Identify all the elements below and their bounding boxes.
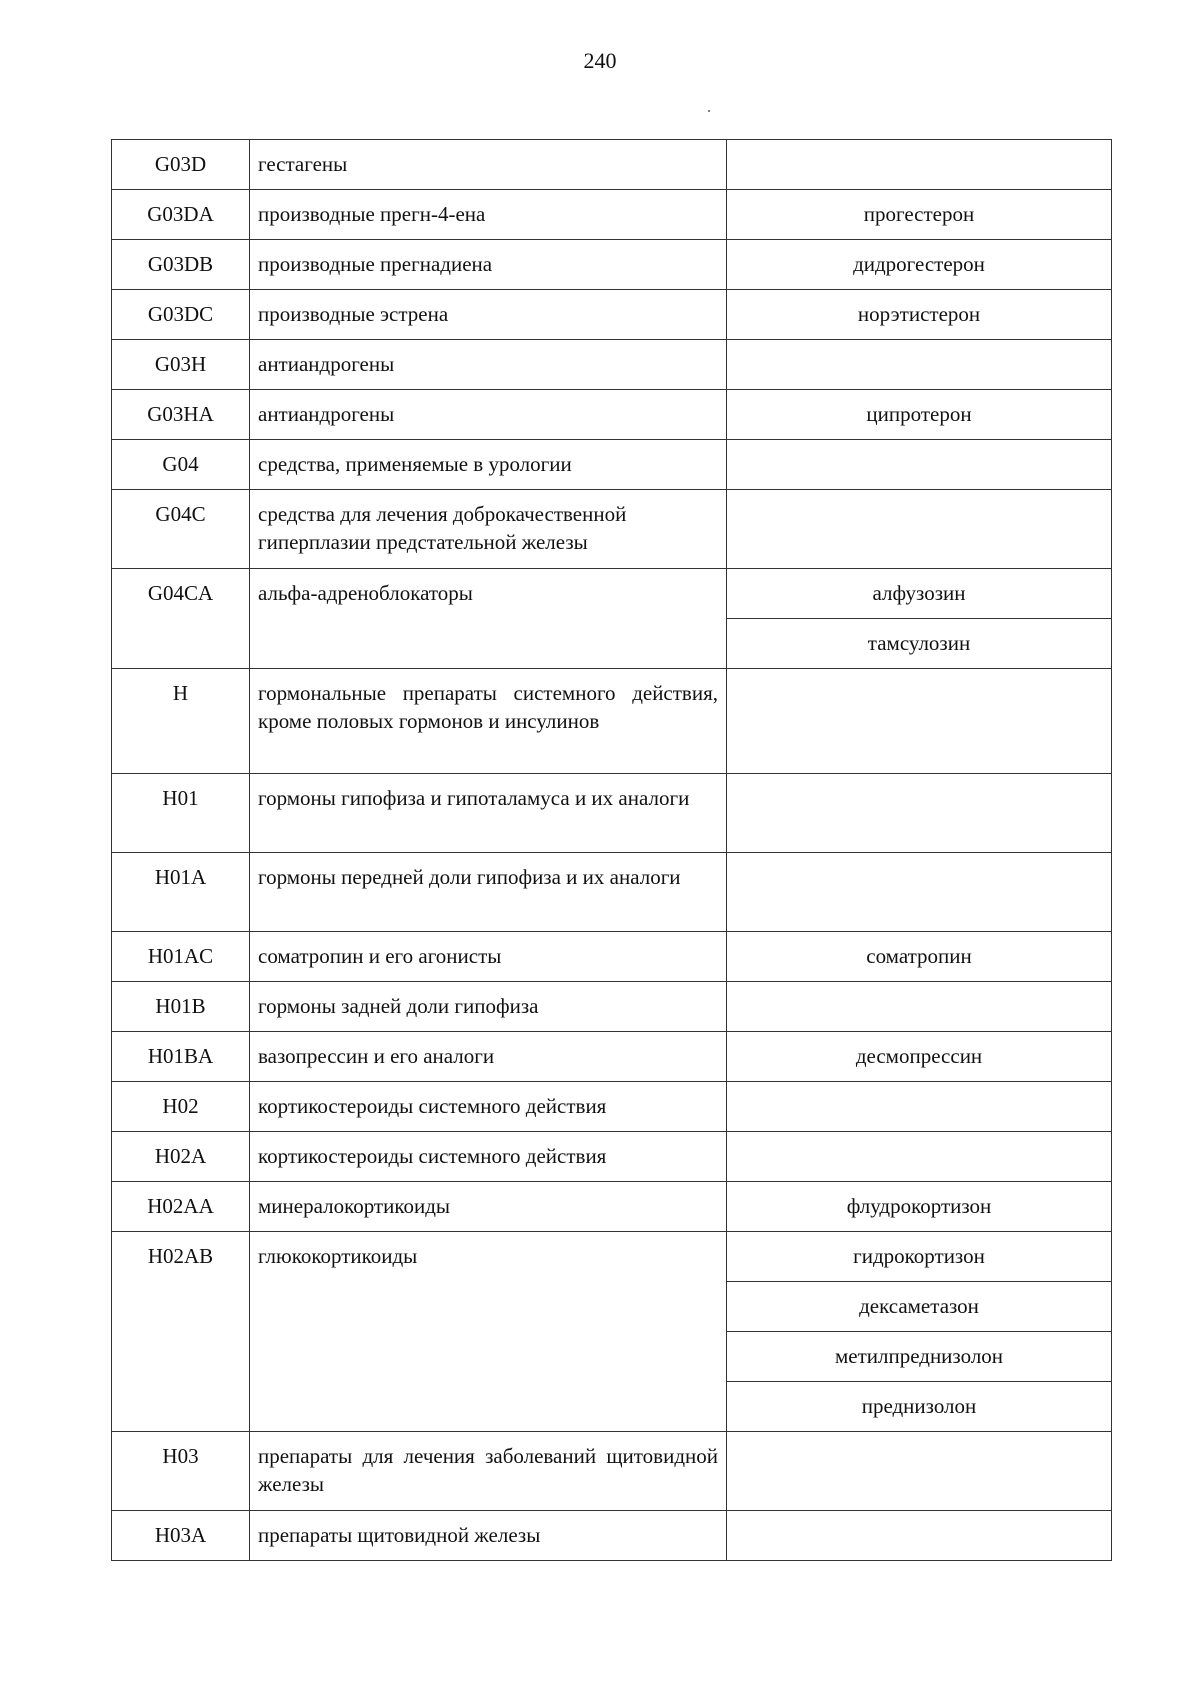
- table-row: [112, 490, 1112, 569]
- group-description: производные эстрена: [250, 290, 727, 340]
- atc-code: G03DC: [112, 290, 250, 340]
- group-description: средства для лечения доброкачественной гиперплазии предстательной железы: [250, 490, 727, 569]
- drug-name-empty: [727, 774, 1112, 853]
- drug-name-empty: [727, 853, 1112, 932]
- atc-code: H: [112, 669, 250, 774]
- table-row: [112, 390, 1112, 440]
- group-description: препараты для лечения заболеваний щитовидной железы: [250, 1432, 727, 1511]
- drug-name: преднизолон: [727, 1382, 1112, 1432]
- page-number: 240: [583, 48, 617, 73]
- group-description: антиандрогены: [250, 340, 727, 390]
- drug-name: флудрокортизон: [727, 1182, 1112, 1232]
- atc-code: H02AA: [112, 1182, 250, 1232]
- drug-name-empty: [727, 440, 1112, 490]
- table-row: [112, 1132, 1112, 1182]
- atc-code: H02A: [112, 1132, 250, 1182]
- group-description: гормональные препараты системного действия, кроме половых гормонов и инсулинов: [250, 669, 727, 774]
- group-description: гормоны задней доли гипофиза: [250, 982, 727, 1032]
- table-row: [112, 290, 1112, 340]
- drug-name: дидрогестерон: [727, 240, 1112, 290]
- atc-code: H03: [112, 1432, 250, 1511]
- group-description: гормоны передней доли гипофиза и их аналоги: [250, 853, 727, 932]
- group-description: препараты щитовидной железы: [250, 1511, 727, 1561]
- drug-name-empty: [727, 669, 1112, 774]
- atc-code: H01A: [112, 853, 250, 932]
- group-description: производные прегнадиена: [250, 240, 727, 290]
- atc-code: G04: [112, 440, 250, 490]
- drug-name: прогестерон: [727, 190, 1112, 240]
- atc-code: G03DB: [112, 240, 250, 290]
- group-description: антиандрогены: [250, 390, 727, 440]
- group-description: глюкокортикоиды: [250, 1232, 727, 1432]
- group-description: минералокортикоиды: [250, 1182, 727, 1232]
- drug-name: норэтистерон: [727, 290, 1112, 340]
- table-row: [112, 982, 1112, 1032]
- table-row: [112, 1432, 1112, 1511]
- table-row: [112, 569, 1112, 619]
- table-row: [112, 340, 1112, 390]
- table-row: [112, 1182, 1112, 1232]
- atc-code: H01BA: [112, 1032, 250, 1082]
- table-row: [112, 1032, 1112, 1082]
- drug-name-empty: [727, 490, 1112, 569]
- drug-name-empty: [727, 1082, 1112, 1132]
- table-row: [112, 774, 1112, 853]
- group-description: кортикостероиды системного действия: [250, 1132, 727, 1182]
- atc-code: H02AB: [112, 1232, 250, 1432]
- drug-name: алфузозин: [727, 569, 1112, 619]
- table-row: [112, 669, 1112, 774]
- table-row: [112, 140, 1112, 190]
- group-description: средства, применяемые в урологии: [250, 440, 727, 490]
- drug-name: метилпреднизолон: [727, 1332, 1112, 1382]
- table-row: [112, 932, 1112, 982]
- atc-code: H02: [112, 1082, 250, 1132]
- drug-name-empty: [727, 140, 1112, 190]
- atc-code: G04CA: [112, 569, 250, 669]
- drug-name: дексаметазон: [727, 1282, 1112, 1332]
- drug-name: десмопрессин: [727, 1032, 1112, 1082]
- table-row: [112, 240, 1112, 290]
- drug-name-empty: [727, 340, 1112, 390]
- table-row: [112, 190, 1112, 240]
- drug-name-empty: [727, 1432, 1112, 1511]
- group-description: соматропин и его агонисты: [250, 932, 727, 982]
- group-description: гестагены: [250, 140, 727, 190]
- table-row: [112, 1082, 1112, 1132]
- group-description: гормоны гипофиза и гипоталамуса и их аналоги: [250, 774, 727, 853]
- atc-code: H01: [112, 774, 250, 853]
- table-row: [112, 440, 1112, 490]
- table-row: [112, 1511, 1112, 1561]
- group-description: кортикостероиды системного действия: [250, 1082, 727, 1132]
- atc-code: G03HA: [112, 390, 250, 440]
- table-row: [112, 1232, 1112, 1282]
- drug-name: соматропин: [727, 932, 1112, 982]
- drug-name: тамсулозин: [727, 619, 1112, 669]
- group-description: производные прегн-4-ена: [250, 190, 727, 240]
- atc-code: H03A: [112, 1511, 250, 1561]
- atc-code: G03DA: [112, 190, 250, 240]
- drug-name-empty: [727, 1511, 1112, 1561]
- drug-name: ципротерон: [727, 390, 1112, 440]
- atc-drug-table: [111, 139, 1112, 1561]
- drug-name: гидрокортизон: [727, 1232, 1112, 1282]
- atc-code: H01AC: [112, 932, 250, 982]
- group-description: вазопрессин и его аналоги: [250, 1032, 727, 1082]
- atc-code: G03D: [112, 140, 250, 190]
- scan-speck: [708, 110, 710, 112]
- table-row: [112, 853, 1112, 932]
- drug-name-empty: [727, 982, 1112, 1032]
- atc-code: H01B: [112, 982, 250, 1032]
- drug-name-empty: [727, 1132, 1112, 1182]
- atc-code: G04C: [112, 490, 250, 569]
- group-description: альфа-адреноблокаторы: [250, 569, 727, 669]
- atc-code: G03H: [112, 340, 250, 390]
